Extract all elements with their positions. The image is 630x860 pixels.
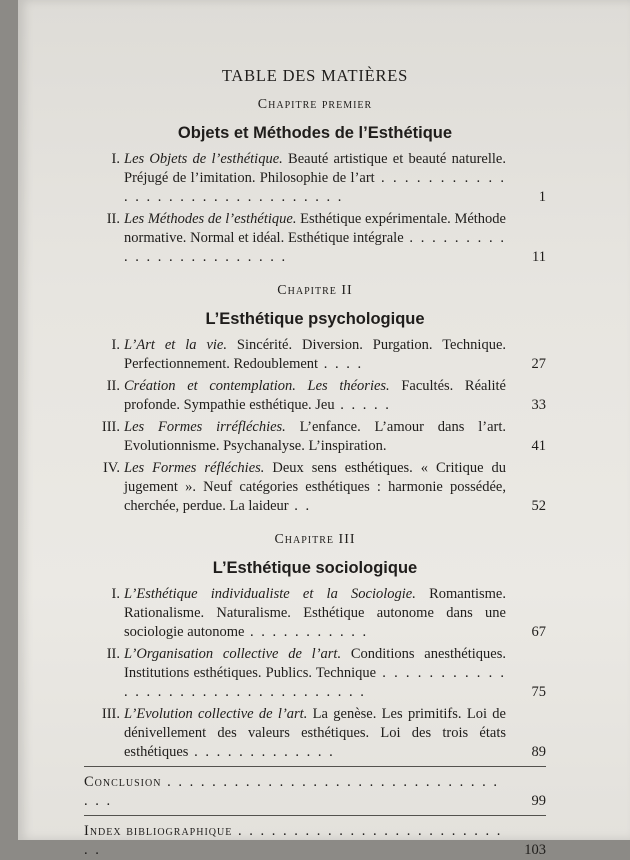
toc-entry — [84, 645, 546, 702]
entry-number: III. — [101, 419, 120, 435]
entry-description: Facultés. Réalité profonde. Sympathie esthétique. Jeu — [124, 378, 506, 413]
chapter-label-1: Chapitre premier — [257, 97, 373, 112]
entry-description: L’enfance. L’amour dans l’art. Evolutionnisme. Psychanalyse. L’inspiration. — [124, 419, 506, 454]
entry-number: I. — [111, 151, 120, 167]
entry-description: Sincérité. Diversion. Purgation. Technique. Perfectionnement. Redoublement — [124, 337, 507, 372]
entry-page-number: 67 — [531, 624, 546, 640]
dot-leader: . . . . . . . . . . . . . . . . . . . . . . . . . . — [84, 823, 503, 858]
toc-entry — [84, 459, 546, 516]
entry-title: L’Organisation collective de l’art. — [124, 646, 342, 662]
dot-leader: . . . . . . . . . . . . . . . . . . . . . . . . . . . . . . . — [124, 170, 507, 205]
entry-number: II. — [106, 646, 120, 662]
entry-title: L’Art et la vie. — [124, 337, 227, 353]
divider — [84, 766, 546, 767]
index-page-number: 103 — [524, 842, 546, 858]
entry-page-number: 52 — [531, 498, 546, 514]
dot-leader: . . . . . . . . . . . . . . . . . . . . . . . . — [124, 230, 506, 265]
divider — [84, 815, 546, 816]
entry-title: Les Méthodes de l’esthétique. — [124, 211, 297, 227]
toc-entry-conclusion — [84, 773, 546, 811]
entry-page-number: 89 — [531, 744, 546, 760]
dot-leader: . . . . . . . . . . . . . . . . . . . . . . . . . . . . . . . . . — [124, 665, 506, 700]
entry-number: II. — [106, 378, 120, 394]
entry-number: I. — [111, 586, 120, 602]
toc-entry-index — [84, 822, 546, 860]
chapter-label-3: Chapitre III — [274, 532, 356, 547]
chapter-title-2: L’Esthétique psychologique — [205, 310, 425, 328]
dot-leader: . . . . . — [334, 397, 391, 413]
dot-leader: . . . . . . . . . . . . . — [188, 744, 335, 760]
entry-title: Les Formes réfléchies. — [124, 460, 265, 476]
toc-entry — [84, 418, 546, 456]
toc-entry — [84, 210, 546, 267]
entry-title: Les Formes irréfléchies. — [124, 419, 286, 435]
toc-entry — [84, 150, 546, 207]
entry-title: Création et contemplation. Les théories. — [124, 378, 390, 394]
chapter-title-1: Objets et Méthodes de l’Esthétique — [177, 124, 453, 142]
entry-number: I. — [111, 337, 120, 353]
toc-entry — [84, 336, 546, 374]
entry-title: L’Evolution collective de l’art. — [124, 706, 308, 722]
entry-title: L’Esthétique individualiste et la Sociologie. — [124, 586, 416, 602]
entry-title: Les Objets de l’esthétique. — [124, 151, 283, 167]
entry-number: III. — [101, 706, 120, 722]
entry-description: La genèse. Les primitifs. Loi de dénivellement des valeurs esthétiques. Loi des trois états esthétiques — [124, 706, 506, 760]
entry-page-number: 1 — [538, 189, 546, 205]
dot-leader: . . . . . . . . . . . — [244, 624, 369, 640]
entry-page-number: 11 — [532, 249, 546, 265]
entry-number: II. — [106, 211, 120, 227]
dot-leader: . . . . — [318, 356, 364, 372]
entry-number: IV. — [102, 460, 120, 476]
chapter-label-2: Chapitre II — [277, 283, 353, 298]
index-label: Index bibliographique — [84, 823, 233, 839]
page-title: TABLE DES MATIÈRES — [221, 66, 409, 85]
dot-leader: . . . . . . . . . . . . . . . . . . . . . . . . . . . . . . . . . — [84, 774, 499, 809]
book-page — [18, 0, 630, 858]
entry-page-number: 75 — [531, 684, 546, 700]
entry-description: Deux sens esthétiques. « Critique du jugement ». Neuf catégories esthétiques : harmonie possédée, cherchée, perdue. La laideur — [124, 460, 506, 514]
conclusion-label: Conclusion — [84, 774, 162, 790]
entry-description: Romantisme. Rationalisme. Naturalisme. Esthétique autonome dans une sociologie autonome — [124, 586, 506, 640]
entry-page-number: 33 — [531, 397, 546, 413]
entry-page-number: 41 — [531, 438, 546, 454]
entry-description: Conditions anesthétiques. Institutions esthétiques. Publics. Technique — [124, 646, 507, 681]
entry-description: Beauté artistique et beauté naturelle. Préjugé de l’imitation. Philosophie de l’art — [124, 151, 506, 186]
toc-entry — [84, 705, 546, 762]
entry-description: Esthétique expérimentale. Méthode normative. Normal et idéal. Esthétique intégrale — [124, 211, 506, 246]
toc-entry — [84, 377, 546, 415]
dot-leader: . . — [288, 498, 312, 514]
table-of-contents — [84, 66, 546, 860]
entry-page-number: 27 — [531, 356, 546, 372]
conclusion-page-number: 99 — [531, 793, 546, 809]
toc-entry — [84, 585, 546, 642]
chapter-title-3: L’Esthétique sociologique — [212, 559, 418, 577]
